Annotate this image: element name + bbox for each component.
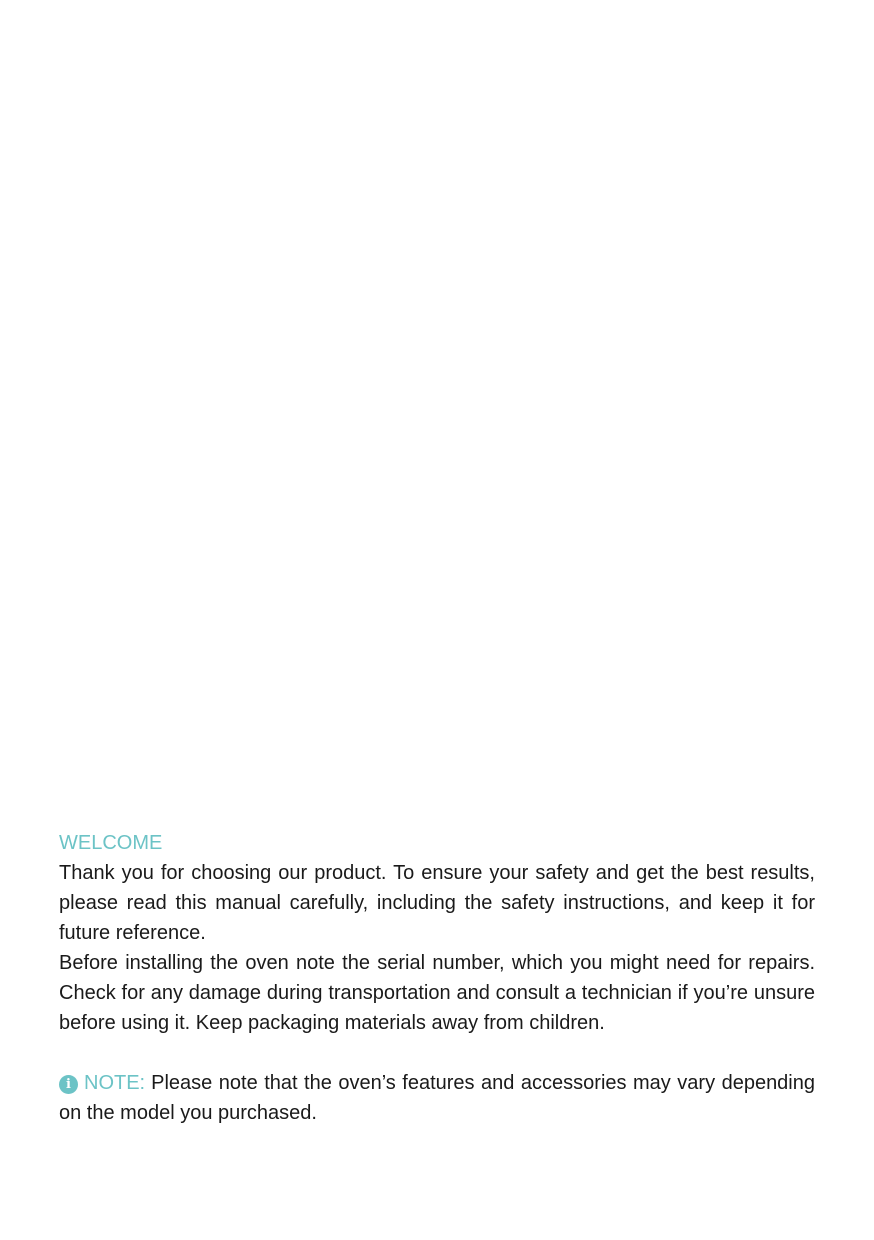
- welcome-section: [59, 828, 815, 1128]
- info-icon: i: [59, 1075, 78, 1094]
- installation-paragraph: Before installing the oven note the serial number, which you might need for repairs. Check for any damage during transportation and consult a technician if you’re unsure before using it. Keep packaging materials away from children.: [59, 952, 815, 1034]
- note-text: Please note that the oven’s features and accessories may vary depending on the model you purchased.: [59, 1072, 815, 1124]
- section-heading: WELCOME: [59, 832, 163, 854]
- note-label: NOTE:: [84, 1072, 146, 1094]
- intro-paragraph: Thank you for choosing our product. To ensure your safety and get the best results, please read this manual carefully, including the safety instructions, and keep it for future reference.: [59, 862, 815, 944]
- note-block: [59, 1068, 815, 1128]
